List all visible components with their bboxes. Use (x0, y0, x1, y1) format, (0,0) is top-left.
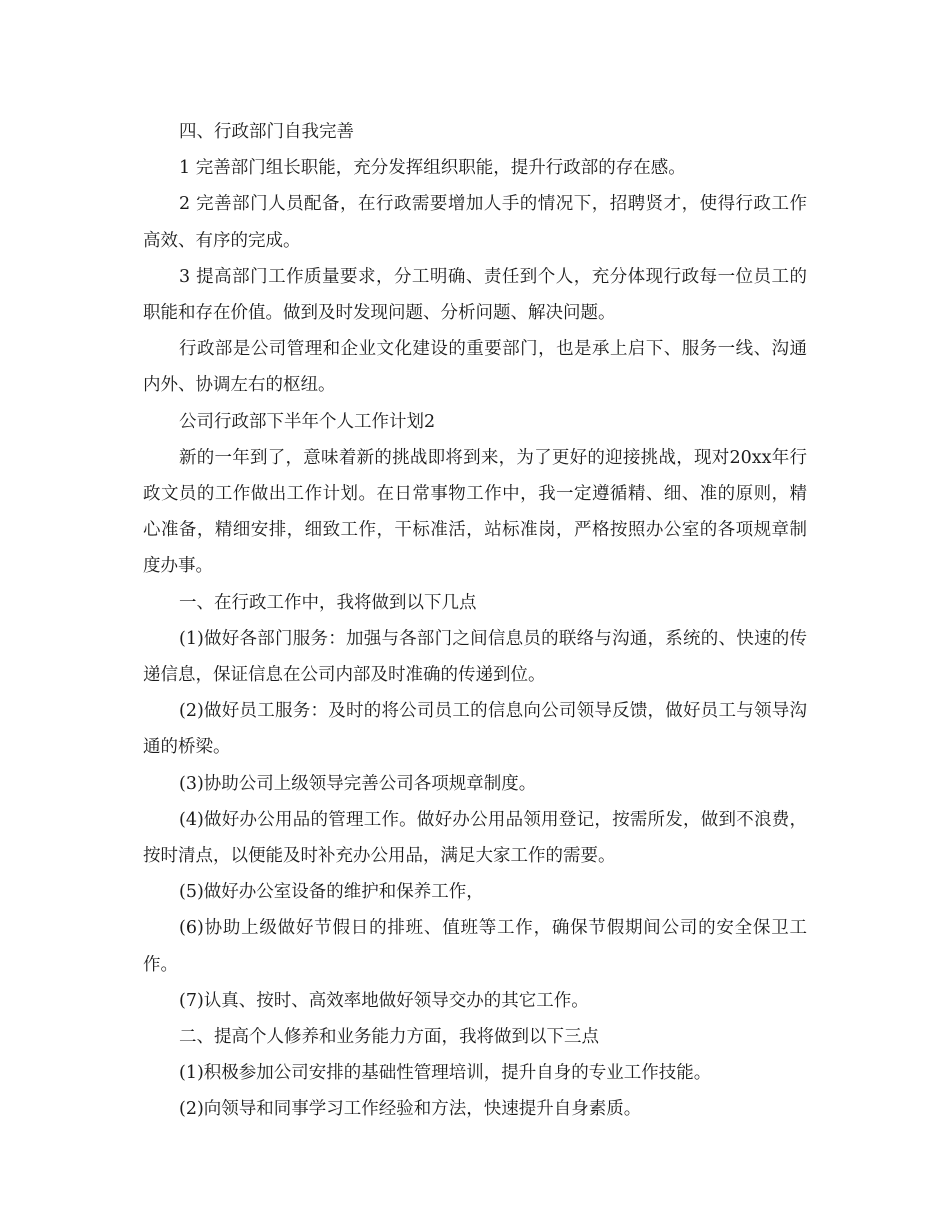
paragraph-item-3: 3 提高部门工作质量要求，分工明确、责任到个人，充分体现行政每一位员工的职能和存在价值。做到及时发现问题、分析问题、解决问题。 (143, 266, 807, 324)
list-item-3: (3)协助公司上级领导完善公司各项规章制度。 (179, 773, 537, 794)
paragraph-item-1: 1 完善部门组长职能，充分发挥组织职能，提升行政部的存在感。 (179, 158, 686, 179)
list-item-7: (7)认真、按时、高效率地做好领导交办的其它工作。 (179, 990, 589, 1011)
section-heading-self-improvement: 四、行政部门自我完善 (179, 122, 354, 142)
paragraph-intro: 新的一年到了，意味着新的挑战即将到来，为了更好的迎接挑战，现对20xx年行政文员的工作做出工作计划。在日常事物工作中，我一定遵循精、细、准的原则，精心准备，精细安排，细致工作，干标准活，站标准岗，严格按照办公室的各项规章制度办事。 (143, 447, 807, 577)
list-item-learning: (2)向领导和同事学习工作经验和方法，快速提升自身素质。 (179, 1099, 642, 1120)
document-body (143, 114, 807, 1128)
plan-title: 公司行政部下半年个人工作计划2 (179, 411, 436, 432)
list-item-4: (4)做好办公用品的管理工作。做好办公用品领用登记，按需所发，做到不浪费，按时清点，以便能及时补充办公用品，满足大家工作的需要。 (143, 809, 807, 867)
list-item-training: (1)积极参加公司安排的基础性管理培训，提升自身的专业工作技能。 (179, 1063, 712, 1084)
list-item-6: (6)协助上级做好节假日的排班、值班等工作，确保节假期间公司的安全保卫工作。 (143, 918, 807, 975)
paragraph-item-2: 2 完善部门人员配备，在行政需要增加人手的情况下，招聘贤才，使得行政工作高效、有序的完成。 (143, 194, 807, 251)
section-heading-self-cultivation: 二、提高个人修养和业务能力方面，我将做到以下三点 (179, 1027, 599, 1048)
list-item-1: (1)做好各部门服务：加强与各部门之间信息员的联络与沟通，系统的、快速的传递信息，保证信息在公司内部及时准确的传递到位。 (143, 628, 807, 686)
section-heading-admin-work: 一、在行政工作中，我将做到以下几点 (179, 592, 477, 613)
list-item-2: (2)做好员工服务：及时的将公司员工的信息向公司领导反馈，做好员工与领导沟通的桥梁。 (143, 701, 807, 758)
list-item-5: (5)做好办公室设备的维护和保养工作， (179, 882, 484, 903)
paragraph-summary: 行政部是公司管理和企业文化建设的重要部门，也是承上启下、服务一线、沟通内外、协调左右的枢纽。 (143, 339, 807, 396)
